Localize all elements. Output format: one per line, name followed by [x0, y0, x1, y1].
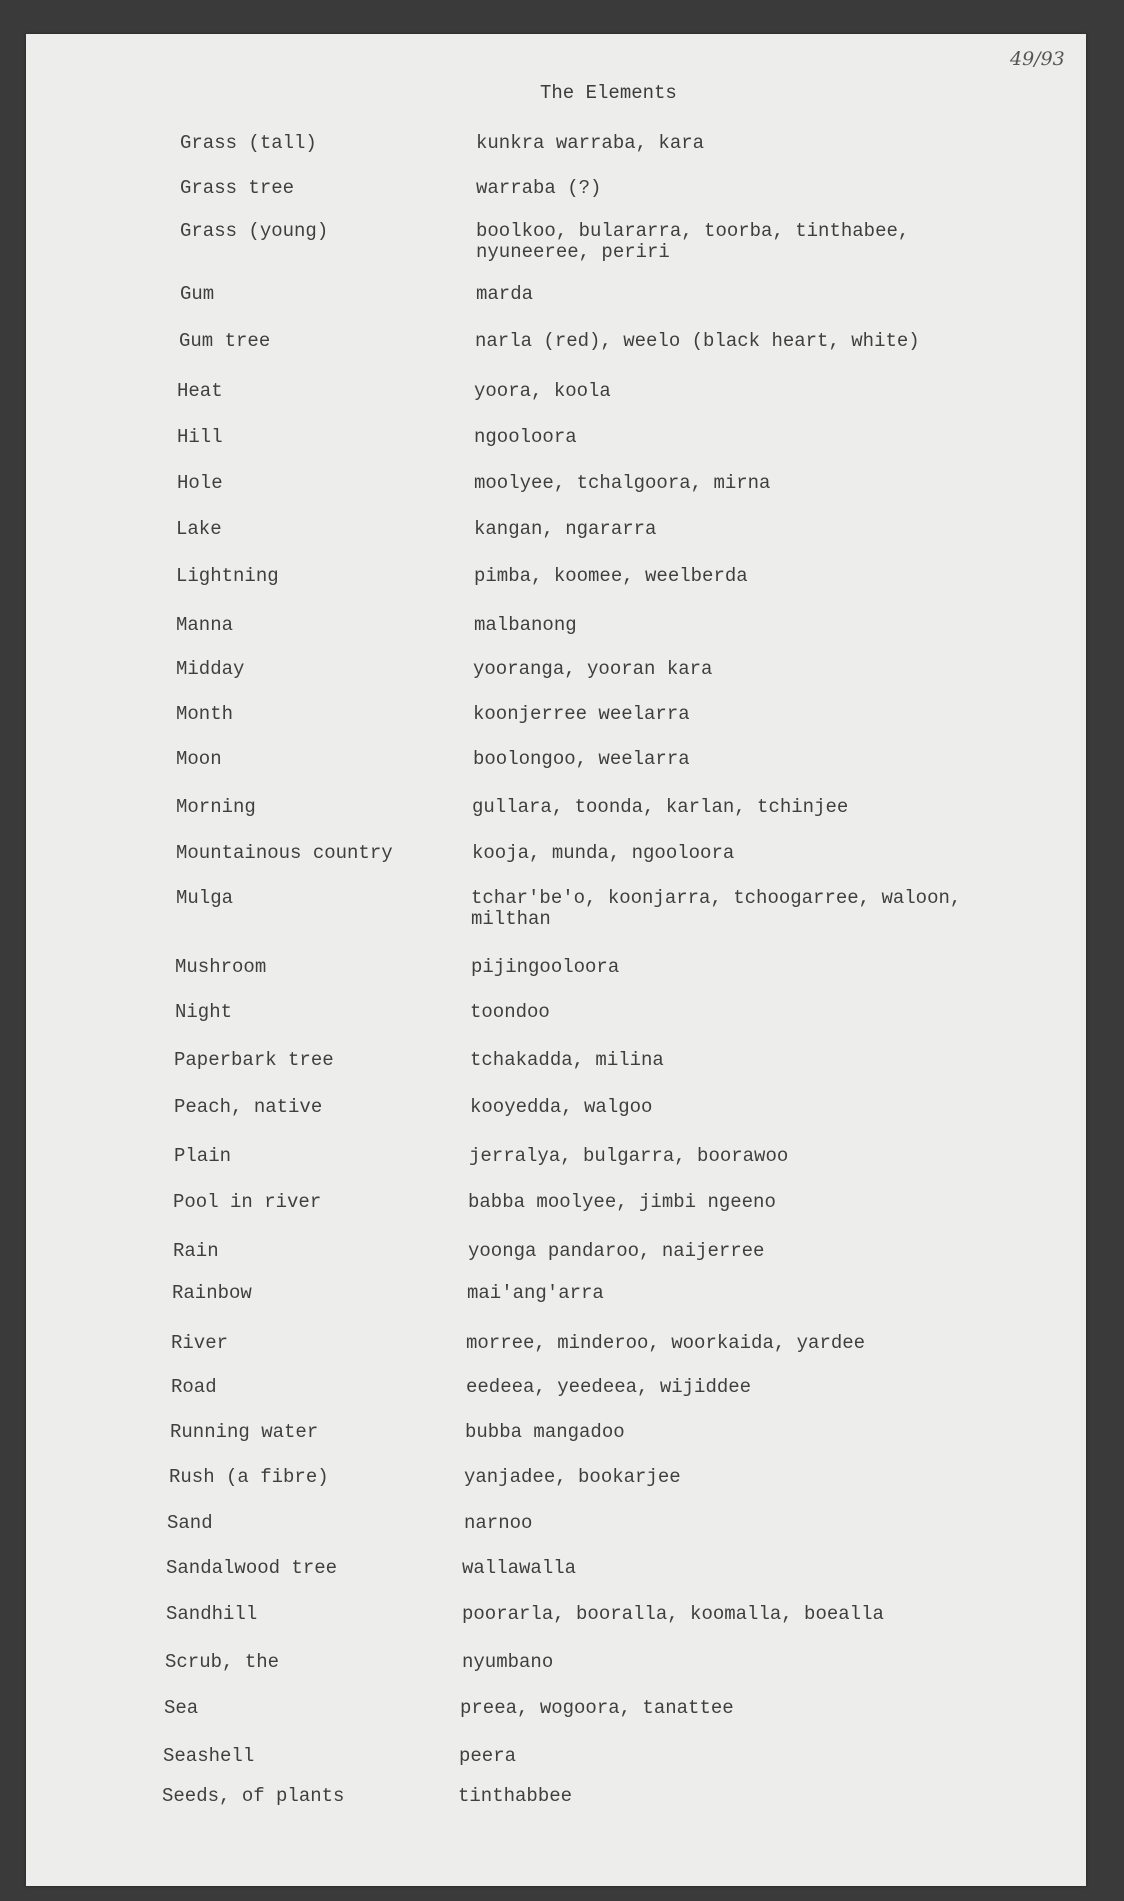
entry-translation: yanjadee, bookarjee: [464, 1466, 681, 1488]
entry-term: Running water: [170, 1421, 319, 1443]
entry-term: Hole: [177, 472, 223, 494]
entry-translation: tinthabbee: [458, 1785, 573, 1807]
entry-translation: gullara, toonda, karlan, tchinjee: [472, 796, 849, 818]
entry-term: Plain: [174, 1145, 232, 1167]
entry-translation: babba moolyee, jimbi ngeeno: [468, 1191, 776, 1213]
entry-translation: peera: [459, 1745, 517, 1767]
entry-translation: tchar'be'o, koonjarra, tchoogarree, waloon, milthan: [471, 887, 962, 930]
entry-term: Midday: [176, 658, 245, 680]
entry-translation: mai'ang'arra: [467, 1282, 604, 1304]
entry-translation: narla (red), weelo (black heart, white): [475, 330, 920, 352]
entry-term: Sandhill: [166, 1603, 258, 1625]
entry-term: Mushroom: [175, 956, 267, 978]
entry-term: Grass tree: [180, 177, 295, 199]
entry-translation: ngooloora: [474, 426, 577, 448]
entry-translation: kangan, ngararra: [474, 518, 657, 540]
entry-term: Sand: [167, 1512, 213, 1534]
entry-term: Gum tree: [179, 330, 271, 352]
entry-translation: preea, wogoora, tanattee: [460, 1697, 734, 1719]
entry-term: Mulga: [176, 887, 234, 909]
entry-translation: kooja, munda, ngooloora: [472, 842, 735, 864]
entry-translation: nyumbano: [462, 1651, 554, 1673]
entry-translation: boolongoo, weelarra: [473, 748, 690, 770]
entry-translation: warraba (?): [476, 177, 602, 199]
entry-term: Month: [176, 703, 234, 725]
entry-translation: bubba mangadoo: [465, 1421, 625, 1443]
entry-term: Lightning: [176, 565, 279, 587]
entry-term: Sea: [164, 1697, 199, 1719]
entry-translation: wallawalla: [462, 1557, 577, 1579]
entry-term: Seeds, of plants: [162, 1785, 345, 1807]
entry-term: Rain: [173, 1240, 219, 1262]
entry-term: Scrub, the: [165, 1651, 280, 1673]
entry-translation: yooranga, yooran kara: [473, 658, 713, 680]
page-number: 49/93: [1010, 48, 1065, 70]
entry-term: Rush (a fibre): [169, 1466, 329, 1488]
entry-translation: koonjerree weelarra: [473, 703, 690, 725]
entry-term: Paperbark tree: [174, 1049, 334, 1071]
entry-translation: jerralya, bulgarra, boorawoo: [469, 1145, 789, 1167]
entry-translation: tchakadda, milina: [470, 1049, 664, 1071]
entry-term: Gum: [180, 283, 215, 305]
entry-translation: malbanong: [474, 614, 577, 636]
entry-translation: toondoo: [470, 1001, 550, 1023]
entry-term: Pool in river: [173, 1191, 322, 1213]
page-title: The Elements: [540, 82, 677, 104]
entry-term: Road: [171, 1376, 217, 1398]
entry-term: Lake: [176, 518, 222, 540]
entry-translation: pijingooloora: [471, 956, 620, 978]
entry-translation: marda: [476, 283, 534, 305]
entry-translation: kunkra warraba, kara: [476, 132, 705, 154]
entry-translation: narnoo: [464, 1512, 533, 1534]
entry-term: Rainbow: [172, 1282, 252, 1304]
entry-translation: yoora, koola: [474, 380, 611, 402]
entry-term: Morning: [176, 796, 256, 818]
entry-term: Mountainous country: [176, 842, 393, 864]
entry-term: Sandalwood tree: [166, 1557, 338, 1579]
entry-term: Seashell: [163, 1745, 255, 1767]
entry-translation: poorarla, booralla, koomalla, boealla: [462, 1603, 884, 1625]
entry-translation: yoonga pandaroo, naijerree: [468, 1240, 765, 1262]
entry-translation: eedeea, yeedeea, wijiddee: [466, 1376, 752, 1398]
entry-translation: kooyedda, walgoo: [470, 1096, 653, 1118]
entry-term: Manna: [176, 614, 234, 636]
entry-term: Grass (tall): [180, 132, 317, 154]
entry-term: Peach, native: [174, 1096, 323, 1118]
entry-translation: pimba, koomee, weelberda: [474, 565, 748, 587]
entry-term: Hill: [177, 426, 223, 448]
entry-term: River: [171, 1332, 229, 1354]
entry-translation: moolyee, tchalgoora, mirna: [474, 472, 771, 494]
entry-term: Moon: [176, 748, 222, 770]
entry-translation: boolkoo, bulararra, toorba, tinthabee, nyuneeree, periri: [476, 220, 910, 263]
entry-term: Heat: [177, 380, 223, 402]
entry-term: Grass (young): [180, 220, 329, 242]
entry-term: Night: [175, 1001, 233, 1023]
entry-translation: morree, minderoo, woorkaida, yardee: [466, 1332, 866, 1354]
